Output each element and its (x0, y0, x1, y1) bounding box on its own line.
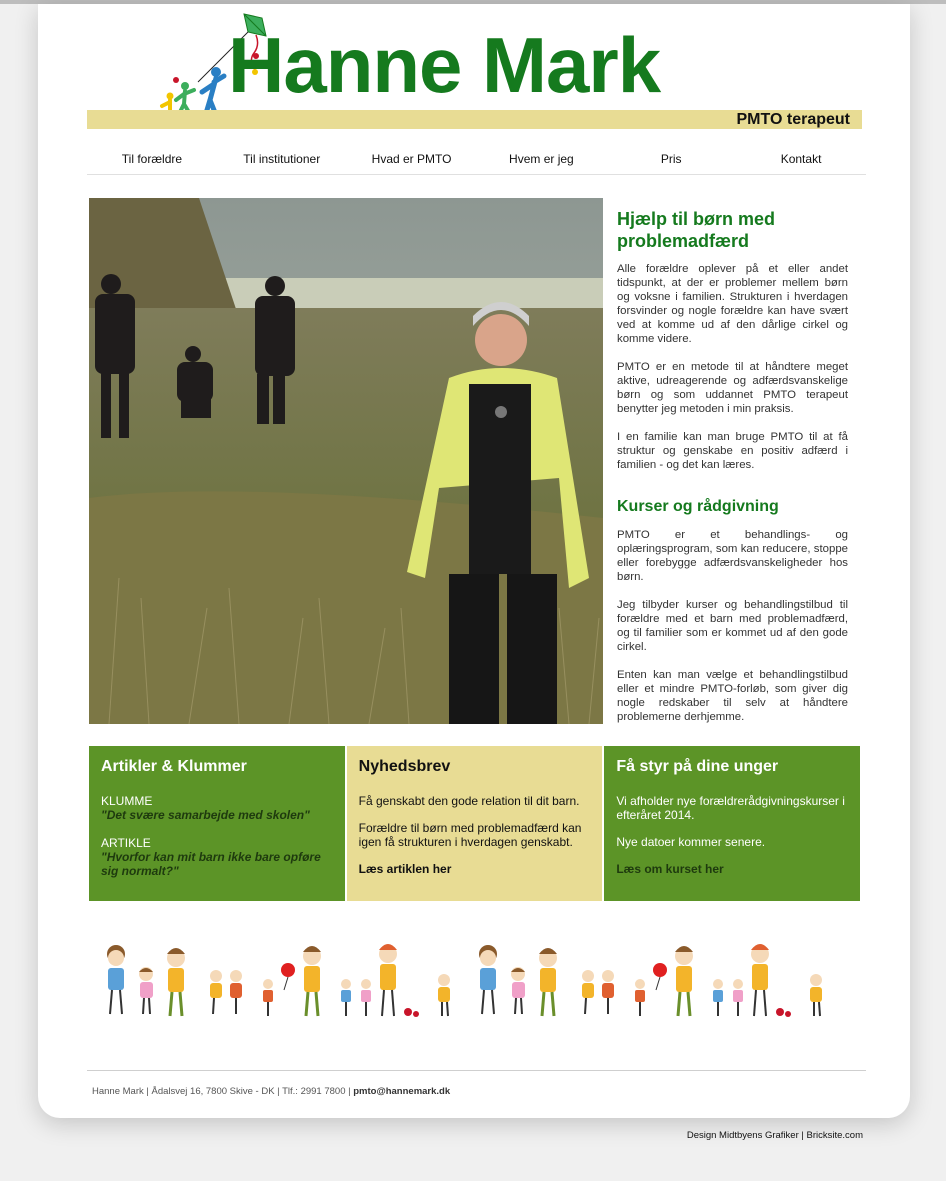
intro-paragraph-3: I en familie kan man bruge PMTO til at få struktur og genskabe en positiv adfærd i familien - og det kan læres. (617, 431, 848, 471)
intro-paragraph-2: PMTO er en metode til at håndtere meget aktive, udreagerende og adfærdsvanskelige børn og som uddannet PMTO terapeut benytter jeg metoden i min praksis. (617, 361, 848, 415)
footer (92, 1086, 450, 1097)
courses-title: Kurser og rådgivning (617, 498, 779, 515)
footer-divider (87, 1070, 866, 1071)
footer-email-link[interactable]: pmto@hannemark.dk (353, 1086, 451, 1097)
brand-title: Hanne Mark (228, 21, 661, 109)
newsletter-text-1: Få genskabt den gode relation til dit barn. (358, 794, 580, 808)
nav-item-pris[interactable]: Pris (660, 152, 682, 166)
articles-box (89, 746, 345, 901)
courses-paragraph-2: Jeg tilbyder kurser og behandlingstilbud til forældre med et barn med problemadfærd, og til familier som er kommet ud af den gode cirkel. (617, 599, 848, 653)
courses-paragraph-1: PMTO er et behandlings- og oplæringsprogram, som kan reducere, stoppe eller forebygge adfærdsvanskeligheder hos børn. (617, 529, 848, 583)
kids-course-text-2: Nye datoer kommer senere. (616, 835, 766, 849)
nav-item-til-foraeldre[interactable]: Til forældre (121, 152, 183, 166)
column-label: KLUMME (101, 794, 153, 808)
read-article-link[interactable]: Læs artiklen her (358, 862, 452, 876)
kids-course-title: Få styr på dine unger (616, 758, 779, 775)
nav-item-hvad-er-pmto[interactable]: Hvad er PMTO (371, 152, 452, 166)
feature-boxes (89, 746, 860, 901)
intro-column (617, 208, 848, 738)
intro-title: Hjælp til børn med problemadfærd (617, 209, 776, 251)
column-link[interactable]: "Det svære samarbejde med skolen" (101, 808, 310, 822)
design-credit[interactable]: Design Midtbyens Grafiker | Bricksite.com (686, 1130, 863, 1141)
nav-item-til-institutioner[interactable]: Til institutioner (243, 152, 321, 166)
newsletter-box (347, 746, 603, 901)
read-course-link[interactable]: Læs om kurset her (616, 862, 724, 876)
kids-course-box (604, 746, 860, 901)
newsletter-text-2: Forældre til børn med problemadfærd kan igen få strukturen i hverdagen genskabt. (358, 821, 582, 849)
nav-item-hvem-er-jeg[interactable]: Hvem er jeg (509, 152, 574, 166)
main-nav (87, 148, 866, 175)
kids-course-text-1: Vi afholder nye forældrerådgivningskurser i efteråret 2014. (616, 794, 845, 822)
article-link[interactable]: "Hvorfor kan mit barn ikke bare opføre sig normalt?" (101, 850, 321, 878)
articles-title: Artikler & Klummer (101, 758, 247, 775)
hero-photo (89, 198, 603, 724)
children-illustration-icon (98, 940, 838, 1026)
intro-paragraph-1: Alle forældre oplever på et eller andet tidspunkt, at der er problemer mellem børn og voksne i familien. Strukturen i hverdagen forsvinder og nogle forældre kan have svært ved at komme ud af den dårlige cirkel og komme videre. (617, 263, 848, 345)
brand-subtitle-bar (87, 110, 862, 129)
courses-paragraph-3: Enten kan man vælge et behandlingstilbud eller et mindre PMTO-forløb, som giver dig nogle redskaber til selv at håndtere problemerne derhjemme. (617, 669, 848, 723)
nav-item-kontakt[interactable]: Kontakt (780, 152, 822, 166)
footer-address: Hanne Mark | Ådalsvej 16, 7800 Skive - DK | Tlf.: 2991 7800 | (92, 1086, 354, 1097)
newsletter-title: Nyhedsbrev (358, 758, 451, 775)
article-label: ARTIKLE (101, 836, 151, 850)
brand-subtitle: PMTO terapeut (736, 111, 850, 128)
page-container (38, 4, 910, 1118)
